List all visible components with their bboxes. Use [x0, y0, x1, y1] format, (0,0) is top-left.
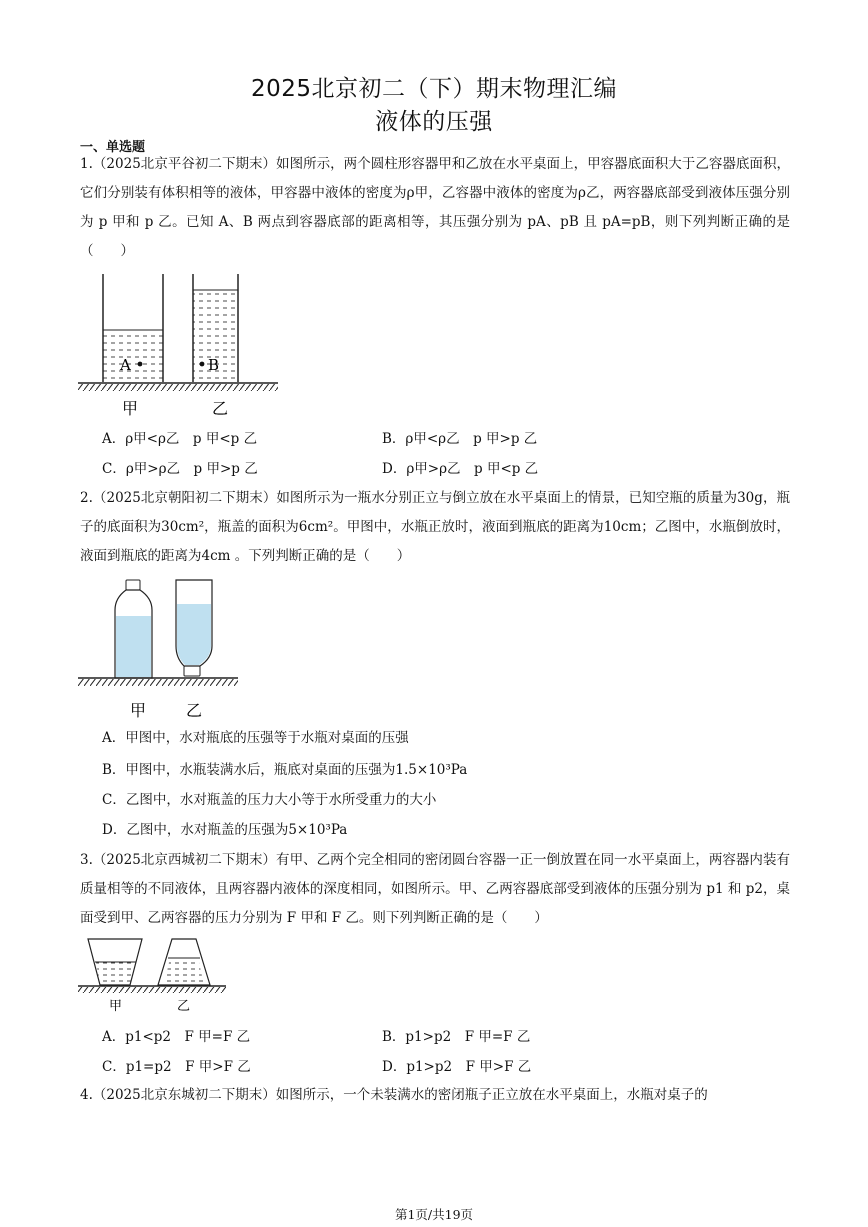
q2-option-b[interactable]: B．甲图中，水瓶装满水后，瓶底对桌面的压强为1.5×10³Pa	[102, 762, 468, 778]
q2-option-a[interactable]: A．甲图中，水对瓶底的压强等于水瓶对桌面的压强	[102, 730, 409, 746]
page-title: 2025北京初二（下）期末物理汇编	[250, 76, 618, 102]
q3-option-a[interactable]: A．p1<p2 F 甲=F 乙	[102, 1029, 251, 1045]
question-1-figure	[78, 270, 283, 418]
caption-yi: 乙	[177, 999, 191, 1014]
question-3-figure	[78, 936, 228, 1016]
q1-option-a[interactable]: A．ρ甲<ρ乙 p 甲<p 乙	[102, 431, 258, 447]
caption-yi: 乙	[186, 701, 203, 720]
caption-jia: 甲	[122, 399, 139, 418]
bottle-jia-water	[116, 616, 151, 677]
q3-option-b[interactable]: B．p1>p2 F 甲=F 乙	[382, 1029, 531, 1045]
point-a-dot	[138, 362, 143, 367]
bottle-yi-water	[177, 604, 211, 665]
question-1-text: 1.（2025北京平谷初二下期末）如图所示，两个圆柱形容器甲和乙放在水平桌面上，甲容器底面积大于乙容器底面积，它们分别装有体积相等的液体，甲容器中液体的密度为ρ甲，乙容器中液体的密度为ρ乙，两容器底部受到液体压强分别为 p 甲和 p 乙。已知 A、B 两点到容器底部的距离相等，其压强分别为 pA、pB 且 pA=pB，则下列判断正确的是（ ）	[80, 156, 790, 259]
q2-option-d[interactable]: D．乙图中，水对瓶盖的压强为5×10³Pa	[102, 822, 348, 838]
caption-jia: 甲	[130, 701, 147, 720]
question-2-text: 2.（2025北京朝阳初二下期末）如图所示为一瓶水分别正立与倒立放在水平桌面上的情景，已知空瓶的质量为30g，瓶子的底面积为30cm²，瓶盖的面积为6cm²。甲图中，水瓶正放时，液面到瓶底的距离为10cm；乙图中，水瓶倒放时，液面到瓶底的距离为4cm 。下列判断正确的是（ ）	[80, 490, 790, 564]
question-4-text: 4.（2025北京东城初二下期末）如图所示，一个未装满水的密闭瓶子正立放在水平桌面上，水瓶对桌子的	[80, 1087, 708, 1103]
question-3-text: 3.（2025北京西城初二下期末）有甲、乙两个完全相同的密闭圆台容器一正一倒放置在同一水平桌面上，两容器内装有质量相等的不同液体，且两容器内液体的深度相同，如图所示。甲、乙两容器底部受到液体的压强分别为 p1 和 p2，桌面受到甲、乙两容器的压力分别为 F 甲和 F 乙。则下列判断正确的是（ ）	[80, 852, 790, 926]
point-b-label: B	[208, 356, 220, 374]
page-subtitle: 液体的压强	[375, 109, 493, 135]
q1-option-c[interactable]: C．ρ甲>ρ乙 p 甲>p 乙	[102, 461, 258, 477]
point-a-label: A	[120, 356, 131, 374]
q1-option-d[interactable]: D．ρ甲>ρ乙 p 甲<p 乙	[382, 461, 539, 477]
q3-option-d[interactable]: D．p1>p2 F 甲>F 乙	[382, 1059, 532, 1075]
caption-jia: 甲	[109, 999, 123, 1014]
q1-option-b[interactable]: B．ρ甲<ρ乙 p 甲>p 乙	[382, 431, 538, 447]
page-footer: 第1页/共19页	[394, 1207, 474, 1222]
question-2-figure	[78, 574, 243, 724]
point-b-dot	[200, 362, 205, 367]
caption-yi: 乙	[212, 399, 229, 418]
q3-option-c[interactable]: C．p1=p2 F 甲>F 乙	[102, 1059, 251, 1075]
q2-option-c[interactable]: C．乙图中，水对瓶盖的压力大小等于水所受重力的大小	[102, 792, 437, 808]
container-jia-liquid	[103, 330, 163, 382]
section-heading: 一、单选题	[80, 140, 146, 155]
